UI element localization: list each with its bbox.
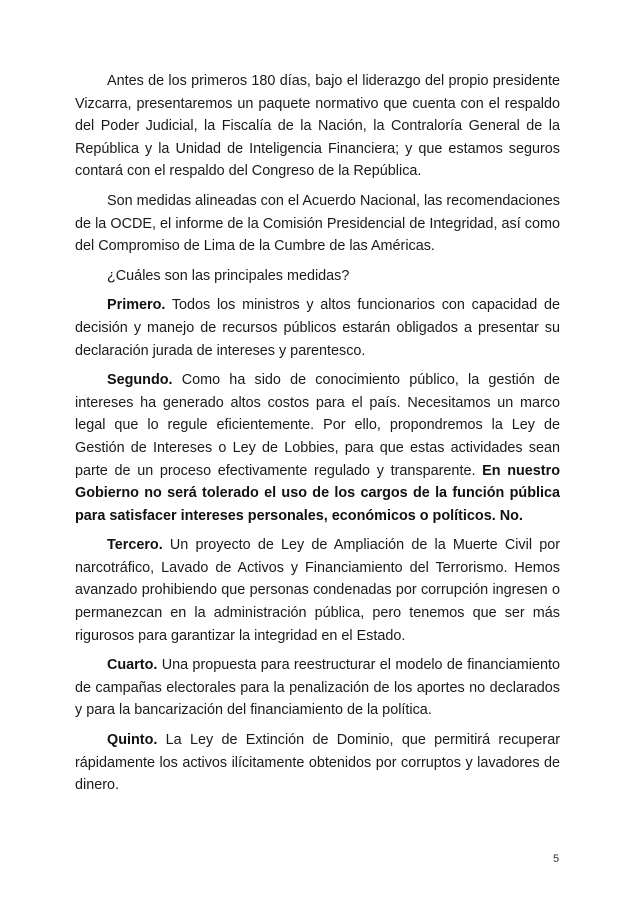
paragraph-3 bbox=[75, 265, 560, 288]
paragraph-text: La Ley de Extinción de Dominio, que permitirá recuperar rápidamente los activos ilícitamente obtenidos por corruptos y lavadores de dinero. bbox=[75, 732, 560, 794]
paragraph-2 bbox=[75, 190, 560, 258]
paragraph-lead: Tercero. bbox=[107, 537, 163, 554]
paragraph-text: Un proyecto de Ley de Ampliación de la Muerte Civil por narcotráfico, Lavado de Activos y Financiamiento del Terrorismo. Hemos avanzado prohibiendo que personas condenadas por corrupción ingresen o permanezcan en la administración pública, pero tenemos que ser más rigurosos para garantizar la integridad en el Estado. bbox=[75, 537, 560, 644]
paragraph-text: Todos los ministros y altos funcionarios con capacidad de decisión y manejo de recursos públicos estarán obligados a presentar su declaración jurada de intereses y parentesco. bbox=[75, 297, 560, 359]
paragraph-lead: Quinto. bbox=[107, 732, 158, 749]
paragraph-text: Como ha sido de conocimiento público, la gestión de intereses ha generado altos costos para el país. Necesitamos un marco legal que lo regule eficientemente. Por ello, propondremos la Ley de Gestión de Intereses o Ley de Lobbies, para que estas actividades sean parte de un proceso efectivamente regulado y transparente. bbox=[75, 372, 560, 479]
paragraph-1 bbox=[75, 70, 560, 183]
paragraph-8 bbox=[75, 729, 560, 797]
page-number: 5 bbox=[553, 853, 560, 865]
paragraph-text: Una propuesta para reestructurar el modelo de financiamiento de campañas electorales para la penalización de los aportes no declarados y para la bancarización del financiamiento de la política. bbox=[75, 657, 560, 719]
paragraph-7 bbox=[75, 654, 560, 722]
paragraph-4 bbox=[75, 294, 560, 362]
paragraph-6 bbox=[75, 534, 560, 647]
paragraph-text: Antes de los primeros 180 días, bajo el liderazgo del propio presidente Vizcarra, presentaremos un paquete normativo que cuenta con el respaldo del Poder Judicial, la Fiscalía de la Nación, la Contraloría General de la República y la Unidad de Inteligencia Financiera; y que estamos seguros contará con el respaldo del Congreso de la República. bbox=[75, 73, 560, 180]
paragraph-text: Son medidas alineadas con el Acuerdo Nacional, las recomendaciones de la OCDE, el informe de la Comisión Presidencial de Integridad, así como del Compromiso de Lima de la Cumbre de las Américas. bbox=[75, 192, 560, 255]
paragraph-text: ¿Cuáles son las principales medidas? bbox=[107, 267, 350, 284]
paragraph-emphasis: En nuestro Gobierno no será tolerado el uso de los cargos de la función pública para satisfacer intereses personales, económicos o políticos. No. bbox=[75, 462, 560, 524]
paragraph-lead: Primero. bbox=[107, 297, 166, 314]
paragraph-lead: Segundo. bbox=[107, 372, 173, 389]
paragraph-lead: Cuarto. bbox=[107, 657, 158, 674]
paragraph-5 bbox=[75, 369, 560, 527]
document-body bbox=[75, 70, 560, 804]
